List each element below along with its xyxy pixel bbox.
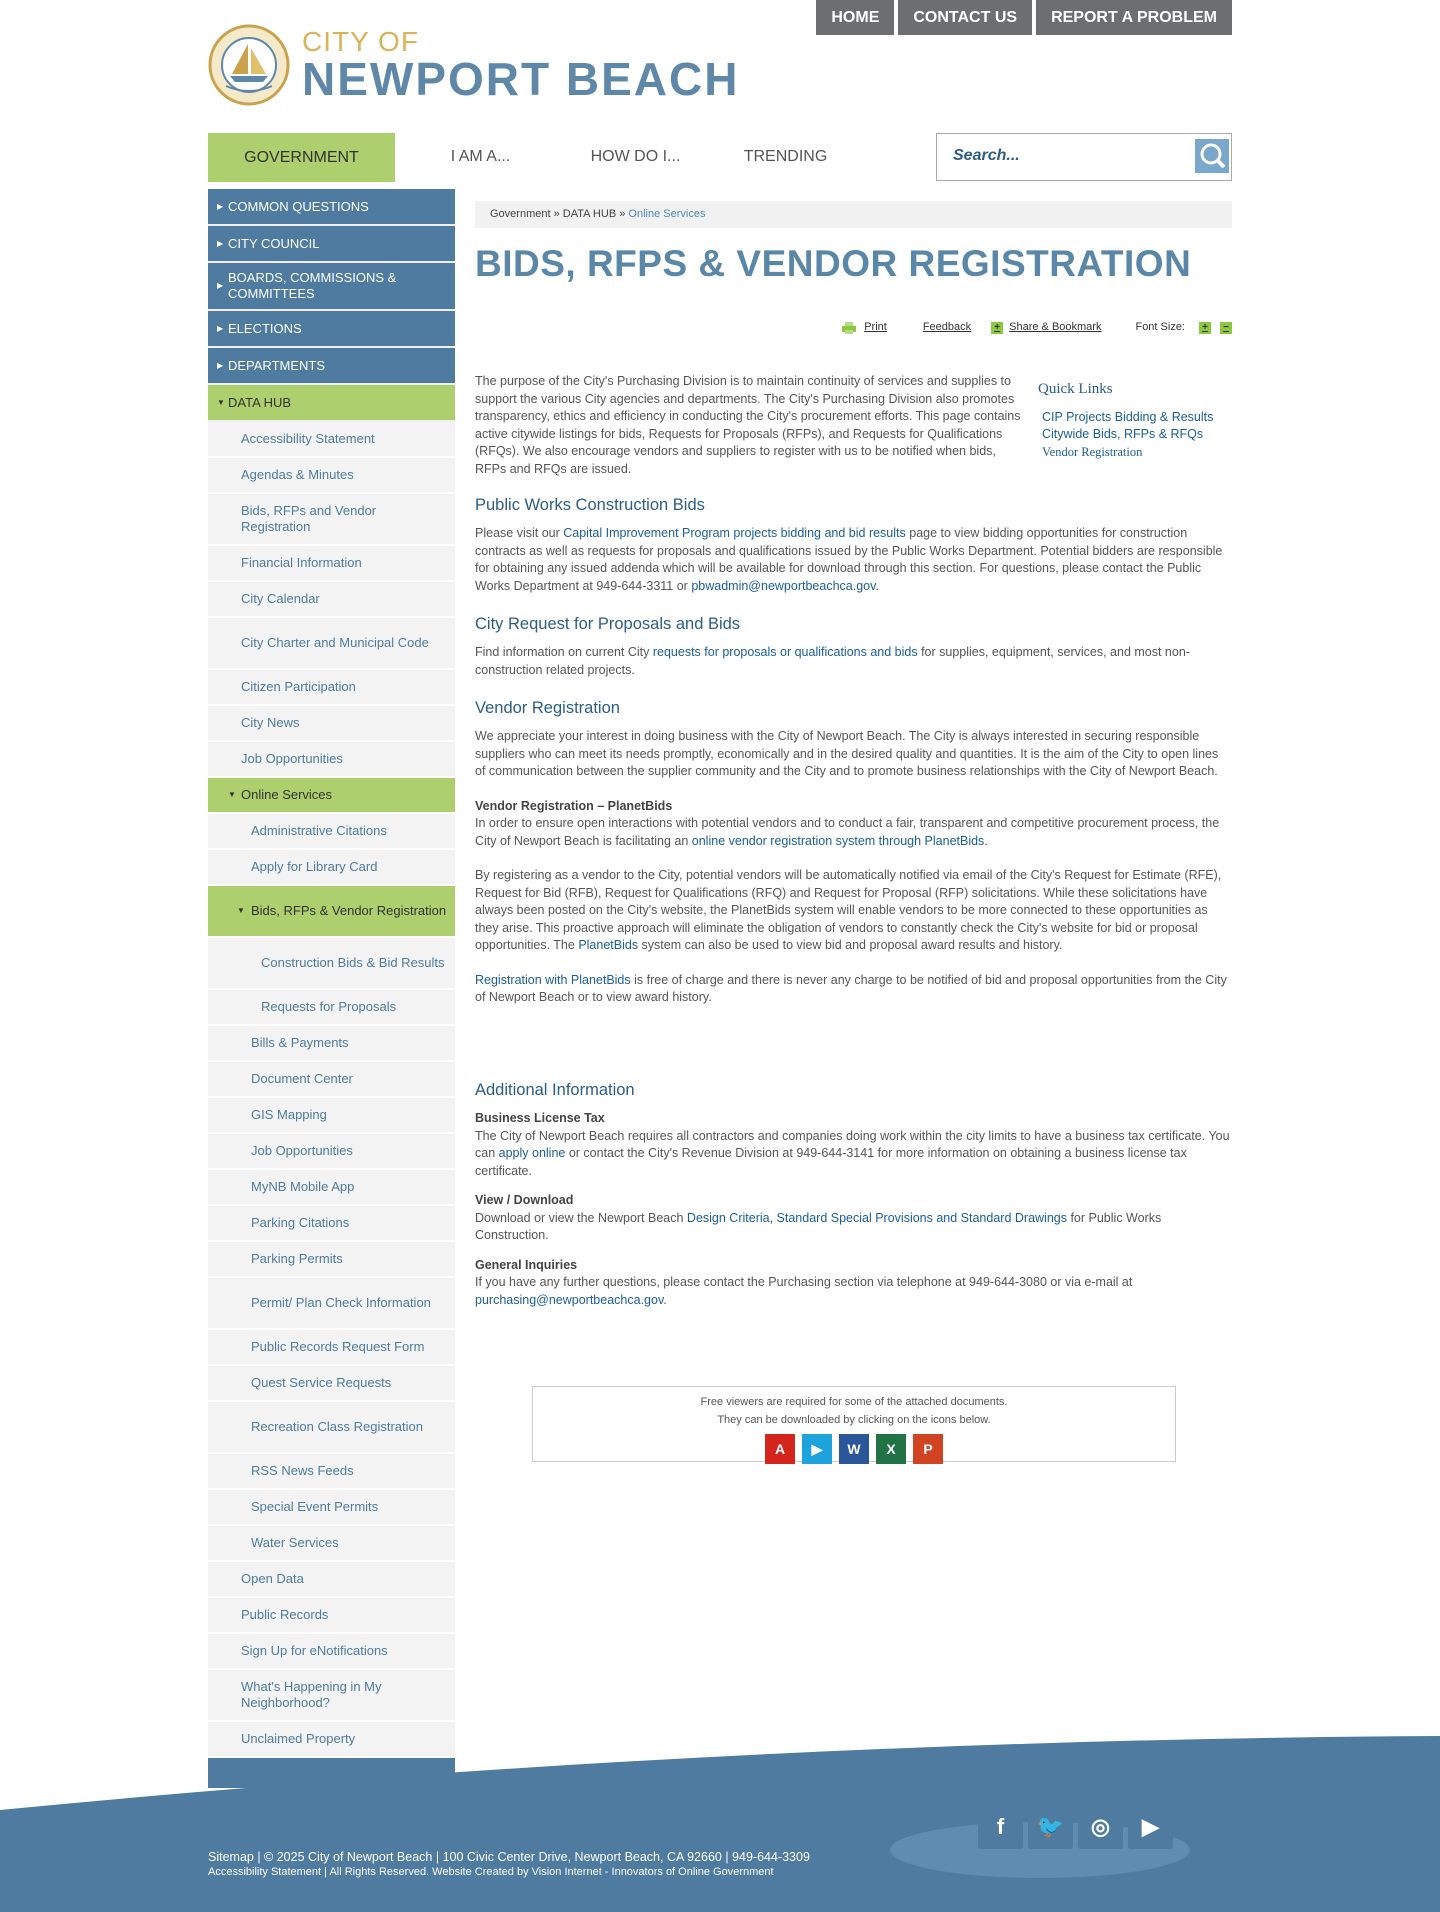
sidebar-subitem-label: City Calendar xyxy=(241,591,320,606)
section-public-works xyxy=(475,495,1232,595)
text: The City of Newport Beach requires all contractors and companies doing work within the city limits to have a business tax certificate. You can xyxy=(475,1128,1230,1160)
viewers-line-2: They can be downloaded by clicking on the icons below. xyxy=(717,1414,991,1426)
text: Find information on current City xyxy=(475,645,653,659)
sidebar-subitem-label: Special Event Permits xyxy=(251,1499,379,1514)
breadcrumb-online-services[interactable]: Online Services xyxy=(628,208,706,220)
sidebar-subitem[interactable] xyxy=(208,1402,455,1454)
sidebar-subitem[interactable] xyxy=(208,1062,455,1098)
word-icon[interactable]: W xyxy=(839,1434,869,1464)
text: By registering as a vendor to the City, potential vendors will be automatically notified via email of the City's Request for Estimate (RFE), Request for Bid (RFB), Request for Qualifications (RFQ) and Request for Proposal (RFP) solicitations. While these solicitations have always been posted on the City's website, the PlanetBids system will enable vendors to be more connected to these opportunities as they arise. This proactive approach will eliminate the obligation of vendors to constantly check the City's website for bid or proposal opportunities. The xyxy=(475,868,1222,952)
printer-icon xyxy=(842,322,856,334)
quick-link-cip[interactable]: CIP Projects Bidding & Results xyxy=(1042,409,1214,424)
section-text xyxy=(475,525,1232,595)
sidebar-item-common-questions[interactable] xyxy=(208,189,455,226)
home-button[interactable]: HOME xyxy=(816,0,894,35)
sidebar-subitem-label: Citizen Participation xyxy=(241,679,356,694)
section-text xyxy=(475,644,1232,679)
instagram-icon[interactable]: ◎ xyxy=(1078,1804,1123,1849)
section-vendor-registration xyxy=(475,698,1232,1007)
text: . xyxy=(663,1292,667,1307)
planetbids-link[interactable]: PlanetBids xyxy=(578,938,639,952)
sidebar-subitem-label: Agendas & Minutes xyxy=(241,467,354,482)
breadcrumb xyxy=(475,201,1232,228)
text: or contact the City's Revenue Division at 949-644-3141 for more information on obtaining a business license tax certificate. xyxy=(475,1146,1187,1178)
sidebar-subitem[interactable] xyxy=(208,1598,455,1634)
sidebar-subitem-label: Administrative Citations xyxy=(251,823,387,838)
sidebar-item-label: COMMON QUESTIONS xyxy=(228,199,369,214)
section-heading: Vendor Registration xyxy=(475,699,620,717)
sidebar-subitem-label: Financial Information xyxy=(241,555,362,570)
quick-link-citywide-bids[interactable]: Citywide Bids, RFPs & RFQs xyxy=(1042,427,1204,441)
pdf-icon[interactable]: A xyxy=(765,1434,795,1464)
text: . xyxy=(984,833,988,848)
sidebar-subitem[interactable] xyxy=(208,1454,455,1490)
nav-how-do-i[interactable]: HOW DO I... xyxy=(590,148,681,165)
breadcrumb-separator: » xyxy=(553,208,560,220)
sidebar-subitem-label: Public Records xyxy=(241,1607,329,1622)
section-text xyxy=(475,1274,1232,1309)
excel-icon[interactable]: X xyxy=(876,1434,906,1464)
sidebar-item-label: DEPARTMENTS xyxy=(228,358,326,373)
sidebar-subitem-label: Sign Up for eNotifications xyxy=(241,1643,388,1658)
sidebar-subitem[interactable] xyxy=(208,886,455,938)
sidebar-subitem[interactable] xyxy=(208,1634,455,1670)
cip-bidding-link[interactable]: Capital Improvement Program projects bidding and bid results xyxy=(563,526,906,540)
nav-trending[interactable]: TRENDING xyxy=(743,148,828,165)
footer-line-1: Sitemap | © 2025 City of Newport Beach | 100 Civic Center Drive, Newport Beach, CA 92660 | 949-644-3309 xyxy=(208,1850,810,1864)
sidebar-subitem[interactable] xyxy=(208,1330,455,1366)
caret-right-icon: ▶ xyxy=(217,324,224,333)
text: page to view bidding opportunities for construction contracts as well as requests for proposals and qualifications issued by the Public Works Department. Potential bidders are responsible for obtaining any issued addenda which will be available for download through this section. For questions, please contact the Public Works Department at 949-644-3311 or xyxy=(475,526,1223,593)
city-seal-icon xyxy=(208,24,290,106)
feedback-link[interactable]: Feedback xyxy=(922,321,972,333)
sidebar-subitem[interactable] xyxy=(208,778,455,814)
free-viewers-box xyxy=(532,1386,1176,1462)
sidebar-subitem-label: Permit/ Plan Check Information xyxy=(251,1295,431,1310)
sidebar-subitem-label: Bids, RFPs & Vendor Registration xyxy=(251,903,447,918)
text: Download or view the Newport Beach xyxy=(475,1210,687,1225)
sidebar-subitem[interactable] xyxy=(208,1206,455,1242)
sidebar-subitem[interactable] xyxy=(208,1026,455,1062)
sidebar-subitem[interactable] xyxy=(208,494,455,546)
sidebar-subitem-label: Construction Bids & Bid Results xyxy=(261,955,445,970)
font-decrease-icon[interactable]: − xyxy=(1220,322,1232,334)
text: . xyxy=(875,578,879,593)
text: is free of charge and there is never any charge to be notified of bid and proposal opportunities from the City of Newport Beach or to view award history. xyxy=(475,972,1227,1004)
caret-down-icon: ▼ xyxy=(217,398,225,407)
search-icon xyxy=(1195,139,1229,173)
sidebar-subitem[interactable] xyxy=(208,1366,455,1402)
logo-line-city-of: CITY OF xyxy=(302,26,419,57)
text: system can also be used to view bid and proposal award results and history. xyxy=(638,938,1063,952)
sidebar-subitem[interactable] xyxy=(208,814,455,850)
sidebar-subitem[interactable] xyxy=(208,458,455,494)
sidebar-subitem-label: Job Opportunities xyxy=(251,1143,353,1158)
sidebar-subitem[interactable] xyxy=(208,1134,455,1170)
print-link[interactable]: Print xyxy=(864,321,887,333)
section-heading: City Request for Proposals and Bids xyxy=(475,615,741,633)
apply-online-link[interactable]: apply online xyxy=(498,1146,566,1160)
subheading: View / Download xyxy=(475,1193,574,1207)
design-criteria-link[interactable]: Design Criteria, Standard Special Provisions and Standard Drawings xyxy=(686,1210,1067,1225)
facebook-icon[interactable]: f xyxy=(978,1804,1023,1849)
sidebar-subitem[interactable] xyxy=(208,1526,455,1562)
sidebar-subitem-label: Accessibility Statement xyxy=(241,431,375,446)
sidebar-subitem[interactable] xyxy=(208,850,455,886)
section-heading: Public Works Construction Bids xyxy=(475,496,705,514)
sidebar-subitem-label: Quest Service Requests xyxy=(251,1375,392,1390)
sidebar-subitem-label: City Charter and Municipal Code xyxy=(241,635,429,650)
sidebar-subitem-label: Document Center xyxy=(251,1071,353,1086)
rfp-link[interactable]: requests for proposals or qualifications and bids xyxy=(652,645,918,659)
nav-i-am-a[interactable]: I AM A... xyxy=(450,148,511,165)
twitter-icon[interactable]: 🐦 xyxy=(1028,1804,1073,1849)
sidebar-item-departments[interactable] xyxy=(208,348,455,385)
sidebar-item-data-hub[interactable] xyxy=(208,385,455,422)
social-links xyxy=(978,1804,1173,1849)
font-increase-icon[interactable]: + xyxy=(1199,322,1211,334)
sidebar-subitem[interactable] xyxy=(208,1562,455,1598)
subheading: Business License Tax xyxy=(475,1111,605,1125)
sidebar-subitem-label: Recreation Class Registration xyxy=(251,1419,423,1434)
section-heading: Additional Information xyxy=(475,1081,635,1099)
sidebar-item-boards[interactable] xyxy=(208,263,455,311)
sidebar-subitem-label: Unclaimed Property xyxy=(241,1731,356,1746)
sidebar-nav xyxy=(208,189,455,1788)
caret-right-icon: ▶ xyxy=(217,281,224,290)
sidebar-subitem[interactable] xyxy=(208,422,455,458)
search-button[interactable] xyxy=(1195,139,1229,173)
breadcrumb-separator: » xyxy=(619,208,626,220)
quick-link-vendor-registration[interactable]: Vendor Registration xyxy=(1042,444,1143,459)
vendor-intro-text: We appreciate your interest in doing business with the City of Newport Beach. The City is always interested in securing responsible suppliers who can meet its needs promptly, economically and in the desired quality and quantities. It is the aim of the City to open lines of communication between the supplier community and the City and to promote business relationships with the City of Newport Beach. xyxy=(475,729,1219,778)
sidebar-subitem[interactable] xyxy=(208,1242,455,1278)
sidebar-subitem-label: Job Opportunities xyxy=(241,751,343,766)
main-content xyxy=(475,201,1232,1457)
footer-wave xyxy=(0,1700,1440,1912)
text: If you have any further questions, please contact the Purchasing section via telephone at 949-644-3080 or via e-mail at xyxy=(475,1275,1133,1289)
share-plus-icon: + xyxy=(991,322,1003,334)
sidebar-subitem-label: Public Records Request Form xyxy=(251,1339,425,1354)
contact-us-button[interactable]: CONTACT US xyxy=(898,0,1032,35)
search-box xyxy=(936,133,1232,181)
font-size-label: Font Size: xyxy=(1135,321,1185,333)
text: In order to ensure open interactions with potential vendors and to conduct a fair, transparent and competitive procurement process, the City of Newport Beach is facilitating an xyxy=(475,816,1220,848)
text: for supplies, equipment, services, and most non-construction related projects. xyxy=(475,645,1190,677)
breadcrumb-data-hub[interactable]: DATA HUB xyxy=(562,208,617,220)
caret-down-icon: ▼ xyxy=(237,906,245,915)
caret-right-icon: ▶ xyxy=(217,202,224,211)
share-bookmark-link[interactable]: Share & Bookmark xyxy=(1009,321,1102,333)
registration-planetbids-link[interactable]: Registration with PlanetBids xyxy=(475,972,631,987)
sidebar-subitem-label: Water Services xyxy=(251,1535,339,1550)
caret-right-icon: ▶ xyxy=(217,239,224,248)
sidebar-subitem-label: Bids, RFPs and Vendor Registration xyxy=(241,503,377,534)
sidebar-subitem-label: Online Services xyxy=(241,787,333,802)
quick-links xyxy=(1038,381,1238,461)
sidebar-item-city-council[interactable] xyxy=(208,226,455,263)
sidebar-item-label: CITY COUNCIL xyxy=(228,236,320,251)
sidebar-subitem[interactable] xyxy=(208,1098,455,1134)
sidebar-subitem-label: What's Happening in My Neighborhood? xyxy=(241,1679,382,1710)
caret-down-icon: ▼ xyxy=(228,790,236,799)
subheading: General Inquiries xyxy=(475,1257,578,1272)
subheading: Vendor Registration – PlanetBids xyxy=(475,798,673,813)
sidebar-subitem[interactable] xyxy=(208,1490,455,1526)
sidebar-subitem[interactable] xyxy=(208,1170,455,1206)
sidebar-subitem[interactable] xyxy=(208,1278,455,1330)
intro-paragraph: The purpose of the City's Purchasing Division is to maintain continuity of services and supplies to support the various City agencies and departments. The City's Purchasing Division also promotes transparency, ethics and efficiency in conducting the City's procurement efforts. This page contains active citywide listings for bids, Requests for Proposals (RFPs), and Requests for Qualifications (RFQs). We also encourage vendors and suppliers to register with us to be notified when bids, RFPs and RFQs are issued. xyxy=(475,374,1021,476)
section-text xyxy=(475,1210,1232,1245)
text: Please visit our xyxy=(475,526,564,540)
sidebar-item-label: ELECTIONS xyxy=(228,321,302,336)
sidebar-item-label: BOARDS, COMMISSIONS & COMMITTEES xyxy=(228,270,397,301)
section-text xyxy=(475,815,1232,850)
sidebar-item-elections[interactable] xyxy=(208,311,455,348)
sidebar-subitem-label: Parking Permits xyxy=(251,1251,343,1266)
caret-right-icon: ▶ xyxy=(217,361,224,370)
section-text xyxy=(475,1128,1232,1181)
purchasing-email-link[interactable]: purchasing@newportbeachca.gov xyxy=(475,1292,664,1307)
page-title: BIDS, RFPS & VENDOR REGISTRATION xyxy=(475,243,1192,284)
sidebar-subitem-label: Apply for Library Card xyxy=(251,859,378,874)
sidebar-subitem-label: Bills & Payments xyxy=(251,1035,349,1050)
sidebar-subitem[interactable] xyxy=(208,670,455,706)
text: for Public Works Construction. xyxy=(475,1210,1162,1242)
youtube-icon[interactable]: ▶ xyxy=(1128,1804,1173,1849)
report-problem-button[interactable]: REPORT A PROBLEM xyxy=(1036,0,1232,35)
page-tools xyxy=(842,319,1232,337)
sidebar-subitem[interactable] xyxy=(208,990,455,1026)
viewers-line-1: Free viewers are required for some of the attached documents. xyxy=(700,1396,1008,1408)
section-city-rfp xyxy=(475,614,1232,679)
utility-nav xyxy=(816,0,1232,35)
sidebar-subitem[interactable] xyxy=(208,582,455,618)
search-input[interactable] xyxy=(937,134,1193,178)
sidebar-subitem-label: Open Data xyxy=(241,1571,304,1586)
section-text xyxy=(475,972,1232,1007)
footer-line-2: Accessibility Statement | All Rights Reserved. Website Created by Vision Internet - Innovators of Online Government xyxy=(208,1866,774,1878)
sidebar-subitem-label: City News xyxy=(241,715,300,730)
sidebar-subitem[interactable] xyxy=(208,938,455,990)
sidebar-subitem-label: GIS Mapping xyxy=(251,1107,327,1122)
sidebar-subitem[interactable] xyxy=(208,742,455,778)
section-additional-info xyxy=(475,1080,1232,1309)
site-logo[interactable] xyxy=(208,24,739,106)
sidebar-subitem[interactable] xyxy=(208,546,455,582)
logo-line-newport-beach: NEWPORT BEACH xyxy=(302,53,740,105)
sidebar-subitem[interactable] xyxy=(208,706,455,742)
media-player-icon[interactable]: ▶ xyxy=(802,1434,832,1464)
powerpoint-icon[interactable]: P xyxy=(913,1434,943,1464)
pbwadmin-email-link[interactable]: pbwadmin@newportbeachca.gov xyxy=(691,578,876,593)
planetbids-registration-link[interactable]: online vendor registration system through PlanetBids xyxy=(691,833,985,848)
section-text xyxy=(475,867,1232,955)
sidebar-subitem-label: Requests for Proposals xyxy=(261,999,397,1014)
breadcrumb-government[interactable]: Government xyxy=(490,208,551,220)
sidebar-item-label: DATA HUB xyxy=(228,395,292,410)
sidebar-subitem[interactable] xyxy=(208,618,455,670)
main-nav xyxy=(208,133,1232,181)
sidebar-subitem-label: Parking Citations xyxy=(251,1215,350,1230)
sidebar-subitem-label: RSS News Feeds xyxy=(251,1463,354,1478)
nav-government[interactable]: GOVERNMENT xyxy=(208,133,395,182)
quick-links-heading: Quick Links xyxy=(1038,381,1113,397)
sidebar-subitem-label: MyNB Mobile App xyxy=(251,1179,355,1194)
